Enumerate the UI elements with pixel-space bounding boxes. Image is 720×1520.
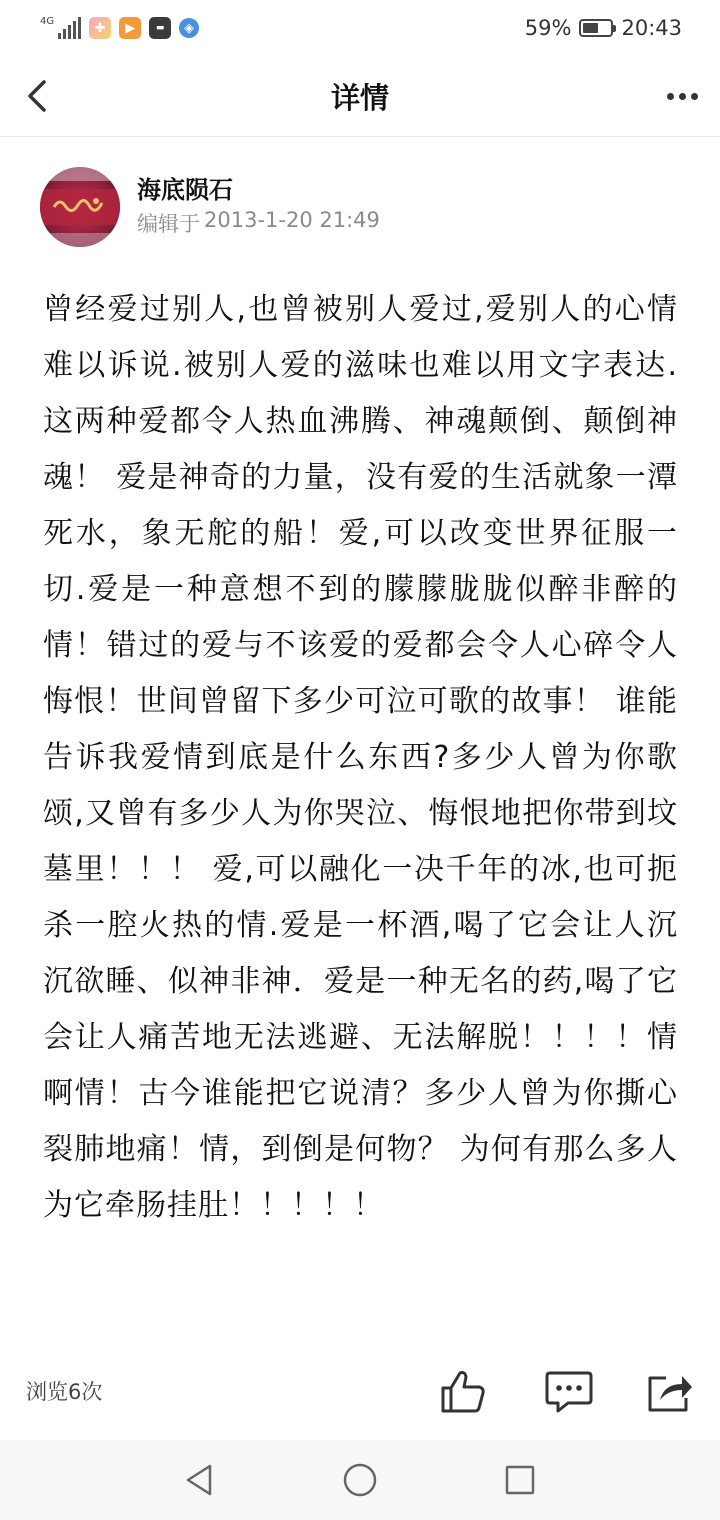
status-bar (0, 0, 720, 56)
avatar-image (40, 167, 120, 247)
comment-button[interactable] (544, 1366, 594, 1416)
status-bar-left (40, 14, 199, 42)
browser-app-icon: ◈ (179, 18, 199, 38)
view-count: 浏览6次 (26, 1380, 103, 1404)
battery-icon (579, 19, 613, 37)
thumbs-up-icon (438, 1366, 488, 1416)
battery-percent: 59% (524, 16, 572, 40)
post-edit-info (137, 208, 380, 238)
avatar[interactable] (40, 167, 120, 247)
nav-recents-button[interactable] (500, 1460, 540, 1500)
gallery-app-icon: ✚ (89, 17, 111, 39)
system-navigation-bar (0, 1440, 720, 1520)
top-app-bar (0, 56, 720, 137)
author-name[interactable]: 海底陨石 (137, 176, 233, 204)
comment-icon (544, 1366, 594, 1416)
nav-back-button[interactable] (180, 1460, 220, 1500)
home-circle-icon (340, 1460, 380, 1500)
edited-time: 2013-1-20 21:49 (204, 208, 380, 232)
recents-square-icon (500, 1460, 540, 1500)
share-icon (644, 1366, 694, 1416)
back-triangle-icon (180, 1460, 220, 1500)
status-bar-right (525, 14, 682, 42)
nav-home-button[interactable] (340, 1460, 380, 1500)
share-button[interactable] (644, 1366, 694, 1416)
huawei-app-icon: ▬ (149, 17, 171, 39)
more-options-button[interactable] (662, 76, 702, 116)
clock: 20:43 (621, 16, 682, 40)
post-body: 曾经爱过别人,也曾被别人爱过,爱别人的心情难以诉说.被别人爱的滋味也难以用文字表达.这两种爱都令人热血沸腾、神魂颠倒、颠倒神魂！ 爱是神奇的力量，没有爱的生活就象一潭死水，象无舵的船！爱,可以改变世界征服一切.爱是一种意想不到的朦朦胧胧似醉非醉的情！错过的爱与不该爱的爱都会令人心碎令人悔恨！世间曾留下多少可泣可歌的故事！ 谁能告诉我爱情到底是什么东西?多少人曾为你歌颂,又曾有多少人为你哭泣、悔恨地把你带到坟墓里！！！ 爱,可以融化一决千年的冰,也可扼杀一腔火热的情.爱是一杯酒,喝了它会让人沉沉欲睡、似神非神．爱是一种无名的药,喝了它会让人痛苦地无法逃避、无法解脱！！！！情啊情！古今谁能把它说清？多少人曾为你撕心裂肺地痛！情，到倒是何物？ 为何有那么多人为它牵肠挂肚！！！！！ (43, 292, 678, 1223)
video-app-icon: ▶ (119, 17, 141, 39)
network-type: 4G (40, 16, 55, 27)
more-horizontal-icon (667, 93, 698, 100)
edited-label: 编辑于 (137, 212, 200, 236)
like-button[interactable] (438, 1366, 488, 1416)
signal-strength-icon (40, 17, 81, 39)
page-title: 详情 (330, 81, 389, 115)
